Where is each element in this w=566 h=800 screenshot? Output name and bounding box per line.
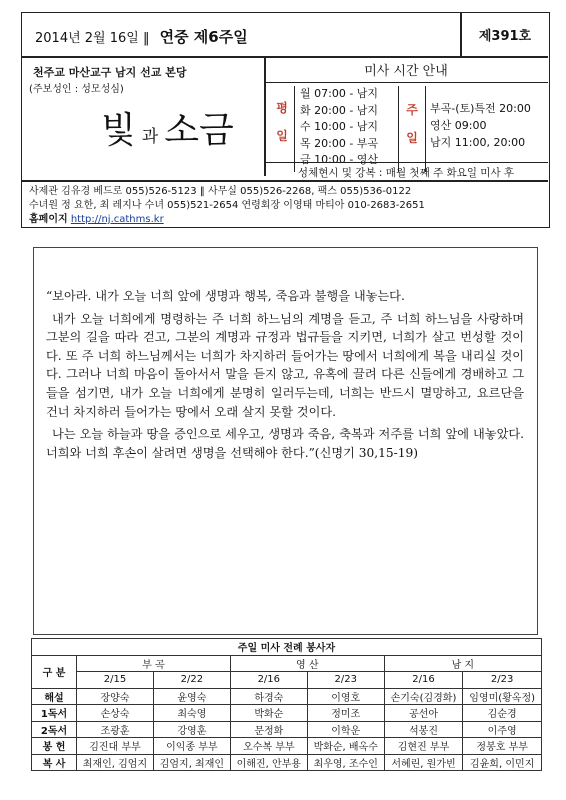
- table-cell: 이주영: [463, 721, 542, 738]
- table-cell: 석봉진: [384, 721, 463, 738]
- weekday-mass-item: 목 20:00 - 부곡: [300, 136, 379, 150]
- table-cell: 손상숙: [77, 705, 154, 722]
- contact-line-rectory: 사제관 김유경 베드로 055)526-5123 ‖ 사무실 055)526-2268, 팩스 055)536-0122: [29, 186, 412, 197]
- scripture-text: [46, 287, 524, 462]
- date-header: 2/15: [77, 672, 154, 689]
- table-date-row: [32, 672, 542, 689]
- table-row: [32, 738, 542, 755]
- table-cell: 조광훈: [77, 721, 154, 738]
- liturgy-servers-table: [31, 638, 542, 771]
- table-row: [32, 688, 542, 705]
- table-cell: 정봉호 부부: [463, 738, 542, 755]
- role-label: 2독서: [32, 721, 77, 738]
- bulletin-title: [101, 102, 234, 153]
- role-label: 복 사: [32, 754, 77, 771]
- scripture-box: [33, 247, 538, 635]
- date-header: 2/23: [463, 672, 542, 689]
- date-header: 2/22: [153, 672, 230, 689]
- homepage-label: 홈페이지: [29, 214, 68, 225]
- scripture-paragraph: 나는 오늘 하늘과 땅을 증인으로 세우고, 생명과 죽음, 축복과 저주를 너희 앞에 내놓았다. 너희와 너희 후손이 살려면 생명을 선택해야 한다.”(신명기 30,15-19): [46, 427, 524, 460]
- role-label: 봉 헌: [32, 738, 77, 755]
- contact-info: [21, 180, 548, 228]
- table-cell: 이학운: [307, 721, 384, 738]
- homepage-line: [29, 213, 164, 227]
- sunday-mass-item: 영산 09:00: [430, 119, 487, 132]
- table-cell: 김현진 부부: [384, 738, 463, 755]
- table-cell: 오수복 부부: [230, 738, 307, 755]
- table-cell: 손기숙(김경화): [384, 688, 463, 705]
- weekday-mass-item: 화 20:00 - 남지: [300, 103, 379, 117]
- table-cell: 정미조: [307, 705, 384, 722]
- weekday-mass-item: 수 10:00 - 남지: [300, 120, 379, 134]
- scripture-paragraph: “보아라. 내가 오늘 너희 앞에 생명과 행복, 죽음과 불행을 내놓는다.: [46, 289, 405, 303]
- sunday-mass-item: 남지 11:00, 20:00: [430, 136, 526, 149]
- sunday-label: 주일: [406, 103, 418, 145]
- date-text: 2014년 2월 16일 ‖: [35, 31, 150, 46]
- table-cell: 문정화: [230, 721, 307, 738]
- issue-number: 제391호: [460, 12, 548, 56]
- adoration-notice: 성체현시 및 강복 : 매월 첫째 주 화요일 미사 후: [264, 162, 548, 181]
- table-cell: 김순경: [463, 705, 542, 722]
- table-cell: 이익종 부부: [153, 738, 230, 755]
- corner-header: 구 분: [32, 655, 77, 688]
- role-label: 1독서: [32, 705, 77, 722]
- table-cell: 강영훈: [153, 721, 230, 738]
- mass-schedule-title: 미사 시간 안내: [264, 56, 548, 83]
- table-cell: 박화순: [230, 705, 307, 722]
- issue-date: [35, 26, 248, 47]
- weekday-mass-list: [300, 86, 378, 169]
- table-title: 주일 미사 전례 봉사자: [32, 639, 542, 656]
- homepage-link[interactable]: http://nj.cathms.kr: [70, 214, 164, 225]
- scripture-paragraph: 내가 오늘 너희에게 명령하는 주 너희 하느님의 계명을 듣고, 주 너희 하느님을 사랑하며 그분의 길을 따라 걷고, 그분의 계명과 규정과 법규들을 지키면, 너희가 살고 번성할 것이다. 또 주 너희 하느님께서는 너희가 차지하러 들어가는 땅에서 너희에게 복을 내리실 것이다. 그러나 너희 마음이 돌아서서 말을 듣지 않고, 유혹에 끌려 다른 신들에게 경배하고 그들을 섬기면, 내가 오늘 너희에게 분명히 일러두는데, 너희는 반드시 멸망하고, 요르단을 건너 차지하러 들어가는 땅에서 오래 살지 못할 것이다.: [46, 311, 524, 419]
- table-cell: 서혜린, 원가빈: [384, 754, 463, 771]
- weekday-mass-item: 금 10:00 - 영산: [300, 153, 379, 167]
- table-title-row: [32, 639, 542, 656]
- table-cell: 하경숙: [230, 688, 307, 705]
- table-cell: 최우영, 조수인: [307, 754, 384, 771]
- weekday-label: 평일: [276, 101, 288, 143]
- table-cell: 김진대 부부: [77, 738, 154, 755]
- table-cell: 최숙영: [153, 705, 230, 722]
- group-header: 남 지: [384, 655, 541, 672]
- table-cell: 최재인, 김엄지: [77, 754, 154, 771]
- table-row: [32, 721, 542, 738]
- title-light: 빛: [101, 110, 136, 151]
- table-cell: 김엄지, 최재인: [153, 754, 230, 771]
- contact-line-convent: 수녀원 정 요한, 최 레지나 수녀 055)521-2654 연령회장 이영태 마티아 010-2683-2651: [29, 200, 425, 211]
- date-row: [21, 12, 548, 58]
- date-header: 2/23: [307, 672, 384, 689]
- group-header: 부 곡: [77, 655, 231, 672]
- weekday-mass-item: 월 07:00 - 남지: [300, 87, 379, 100]
- title-salt: 소금: [164, 110, 234, 151]
- table-cell: 장양숙: [77, 688, 154, 705]
- table-row: [32, 754, 542, 771]
- role-label: 해설: [32, 688, 77, 705]
- group-header: 영 산: [230, 655, 384, 672]
- date-header: 2/16: [230, 672, 307, 689]
- parish-name: 천주교 마산교구 남지 선교 본당: [33, 66, 187, 79]
- liturgical-week: 연중 제6주일: [159, 28, 248, 46]
- table-row: [32, 705, 542, 722]
- sunday-mass-item: 부곡-(토)특전 20:00: [430, 102, 531, 115]
- table-cell: 김윤희, 이민지: [463, 754, 542, 771]
- title-connector: 과: [141, 127, 159, 147]
- table-cell: 이영호: [307, 688, 384, 705]
- table-cell: 윤영숙: [153, 688, 230, 705]
- table-cell: 이해진, 안부용: [230, 754, 307, 771]
- table-group-row: [32, 655, 542, 672]
- table-cell: 임영미(황옥정): [463, 688, 542, 705]
- masthead: [21, 56, 266, 176]
- sunday-mass-list: [430, 100, 531, 151]
- patron-saint: (주보성인 : 성모성심): [29, 84, 124, 95]
- mass-schedule: [264, 56, 548, 176]
- table-cell: 박화순, 배옥수: [307, 738, 384, 755]
- date-header: 2/16: [384, 672, 463, 689]
- table-cell: 공선아: [384, 705, 463, 722]
